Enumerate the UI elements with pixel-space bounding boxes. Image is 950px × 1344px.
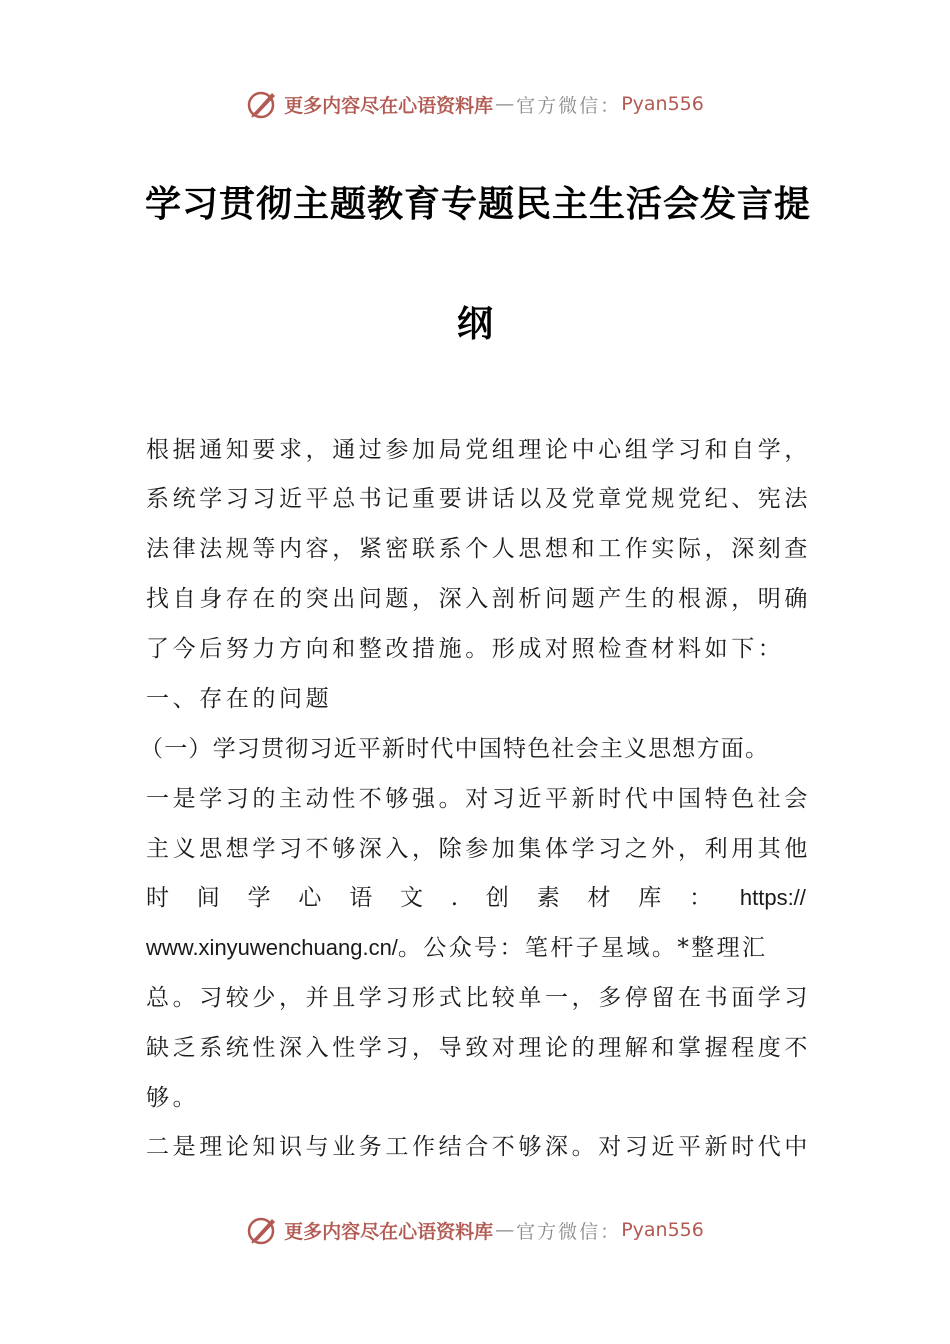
document-title-line-1: 学习贯彻主题教育专题民主生活会发言提 [145, 184, 812, 225]
watermark-banner-top [0, 84, 950, 124]
paragraph-line: 二是理论知识与业务工作结合不够深。对习近平新时代中 [146, 1134, 811, 1160]
spread-char: 心 [298, 885, 322, 911]
paragraph-line: 系统学习习近平总书记重要讲话以及党章党规党纪、宪法 [146, 486, 811, 512]
quill-pen-logo-icon [246, 1213, 280, 1247]
url-fragment: https:// [739, 885, 806, 910]
spread-char: ： [689, 885, 713, 911]
watermark-wechat-label: 官方微信： [516, 1220, 622, 1243]
paragraph-line: 主义思想学习不够深入，除参加集体学习之外，利用其他 [146, 836, 811, 862]
section-heading: 一、存在的问题 [146, 686, 333, 712]
spread-char: 库 [638, 885, 662, 911]
paragraph-line: 一是学习的主动性不够强。对习近平新时代中国特色社会 [146, 786, 811, 812]
quill-pen-logo-icon [246, 87, 280, 121]
watermark-brand: 更多内容尽在心语资料库 [284, 1220, 494, 1243]
spread-char: 间 [196, 885, 220, 911]
paragraph-line-spread [146, 878, 806, 918]
spread-char: 创 [485, 885, 509, 911]
paragraph-line: 法律法规等内容，紧密联系个人思想和工作实际，深刻查 [146, 536, 811, 562]
spread-char: 时 [146, 885, 169, 911]
subsection-heading: （一）学习贯彻习近平新时代中国特色社会主义思想方面。 [140, 736, 770, 762]
watermark-wechat-label: 官方微信： [516, 94, 622, 117]
paragraph-line: 够。 [146, 1085, 200, 1111]
url-tail-text: 。公众号：笔杆子星域。*整理汇 [397, 935, 768, 961]
paragraph-line: 找自身存在的突出问题，深入剖析问题产生的根源，明确 [146, 586, 811, 612]
spread-char: 素 [536, 885, 560, 911]
spread-char: 材 [587, 885, 611, 911]
paragraph-line: 根据通知要求，通过参加局党组理论中心组学习和自学， [146, 437, 811, 463]
watermark-brand: 更多内容尽在心语资料库 [284, 94, 494, 117]
watermark-banner-bottom [0, 1210, 950, 1250]
watermark-wechat-id: Pyan556 [621, 93, 704, 115]
paragraph-line: 总。习较少，并且学习形式比较单一，多停留在书面学习 [146, 985, 811, 1011]
watermark-separator: — [495, 93, 515, 115]
paragraph-line: 缺乏系统性深入性学习，导致对理论的理解和掌握程度不 [146, 1035, 811, 1061]
url-text: www.xinyuwenchuang.cn/ [146, 935, 398, 960]
spread-char: 语 [349, 885, 373, 911]
paragraph-line: 了今后努力方向和整改措施。形成对照检查材料如下： [146, 636, 785, 662]
spread-char: 学 [247, 885, 271, 911]
spread-char: . [450, 885, 459, 911]
document-title-line-2: 纲 [456, 304, 493, 345]
spread-char: 文 [399, 885, 423, 911]
watermark-separator: — [495, 1219, 515, 1241]
paragraph-line-url [146, 928, 806, 968]
watermark-wechat-id: Pyan556 [621, 1219, 704, 1241]
